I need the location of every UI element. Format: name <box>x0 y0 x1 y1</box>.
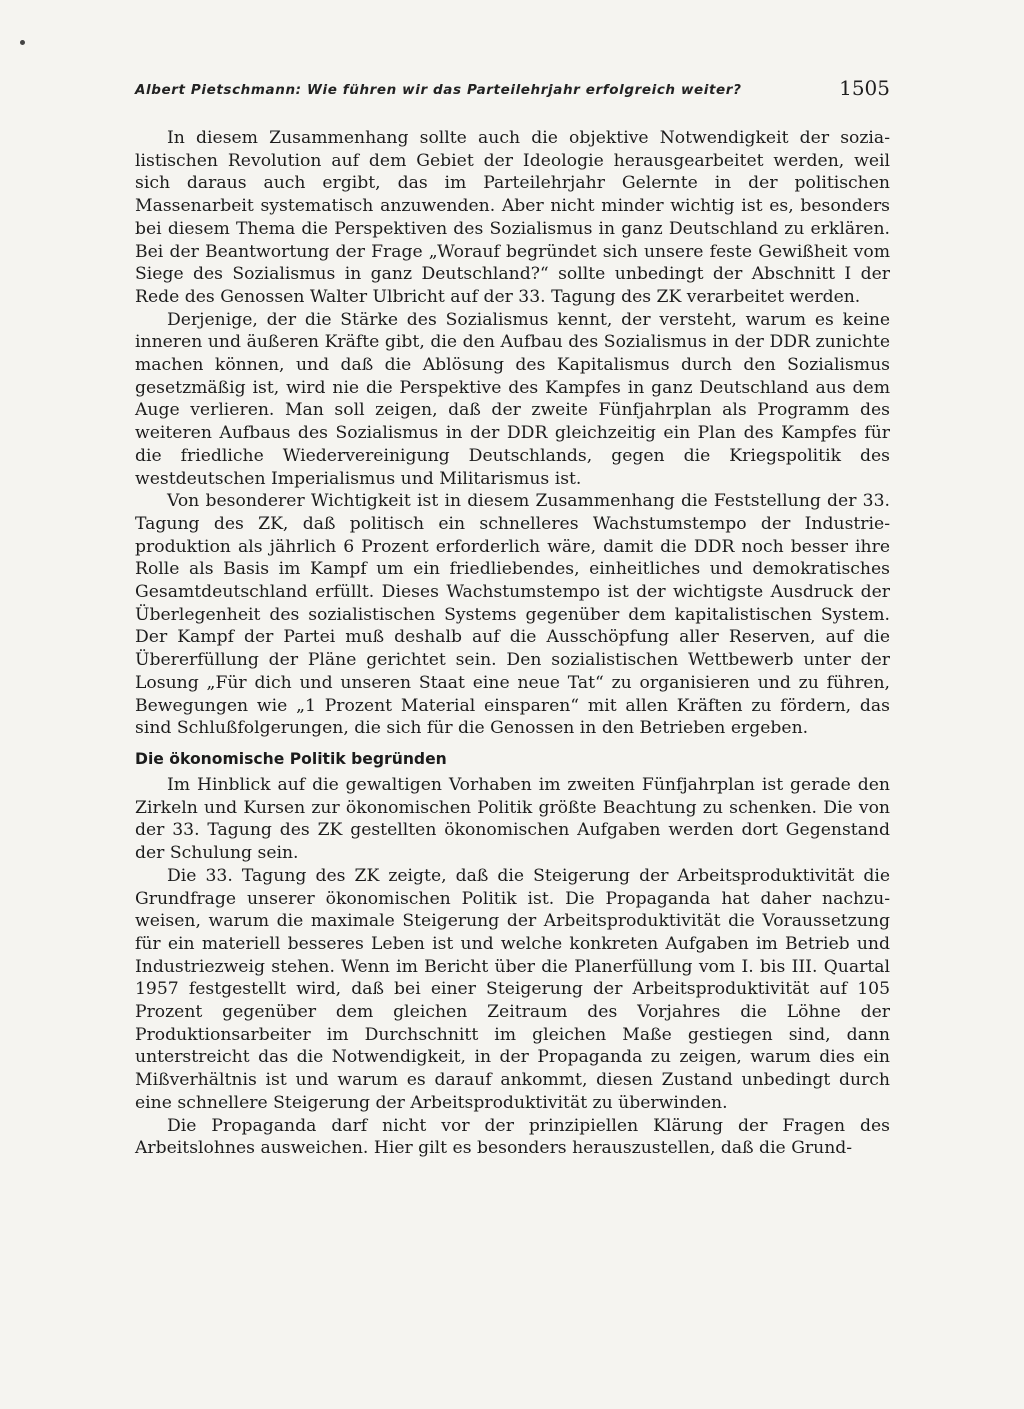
section-heading: Die ökonomische Politik begründen <box>135 749 447 768</box>
body-text <box>135 127 890 1160</box>
running-header <box>135 76 890 106</box>
page-number: 1505 <box>839 76 890 100</box>
paragraph: Derjenige, der die Stärke des Sozialismus kennt, der versteht, warum es keine inneren und äußeren Kräfte gibt, die den Aufbau des Sozialismus in der DDR zunichte machen können, und daß die Ablösung des Kapitalismus durch den Sozialismus gesetzmäßig ist, wird nie die Perspektive des Kampfes in ganz Deutschland aus dem Auge verlieren. Man soll zeigen, daß der zweite Fünfjahrplan als Programm des weiteren Aufbaus des Sozialismus in der DDR gleichzeitig ein Plan des Kampfes für die friedliche Wiedervereinigung Deutschlands, gegen die Kriegspolitik des westdeutschen Imperialismus und Militarismus ist. <box>135 309 890 489</box>
running-title: Albert Pietschmann: Wie führen wir das Parteilehrjahr erfolgreich weiter? <box>135 82 742 98</box>
paragraph: Die Propaganda darf nicht vor der prinzipiellen Klärung der Fragen des Arbeitslohnes ausweichen. Hier gilt es besonders herauszustellen, daß die Grund- <box>135 1115 890 1159</box>
paragraph: Im Hinblick auf die gewaltigen Vorhaben im zweiten Fünfjahrplan ist gerade den Zirkeln und Kursen zur ökonomischen Politik größte Beachtung zu schenken. Die von der 33. Tagung des ZK gestellten ökonomischen Aufgaben werden dort Gegenstand der Schulung sein. <box>135 774 890 864</box>
paragraph: In diesem Zusammenhang sollte auch die objektive Notwendigkeit der sozialistischen Revolution auf dem Gebiet der Ideologie herausgearbeitet werden, weil sich daraus auch ergibt, das im Parteilehrjahr Gelernte in der politischen Massenarbeit systematisch anzuwenden. Aber nicht minder wichtig ist es, besonders bei diesem Thema die Perspektiven des Sozialismus in ganz Deutschland zu erklären. Bei der Beantwortung der Frage „Worauf begründet sich unsere feste Gewißheit vom Siege des Sozialismus in ganz Deutschland?“ sollte unbedingt der Abschnitt I der Rede des Genossen Walter Ulbricht auf der 33. Tagung des ZK verarbeitet werden. <box>135 128 890 307</box>
scan-speck <box>20 40 25 45</box>
paragraph: Die 33. Tagung des ZK zeigte, daß die Steigerung der Arbeitsproduktivität die Grundfrage unserer ökonomischen Politik ist. Die Propaganda hat daher nachzuweisen, warum die maximale Steigerung der Arbeitsproduktivität die Voraussetzung für ein materiell besseres Leben ist und welche konkreten Aufgaben im Betrieb und Industriezweig stehen. Wenn im Bericht über die Planerfüllung vom I. bis III. Quartal 1957 festgestellt wird, daß bei einer Steigerung der Arbeitsproduktivität auf 105 Prozent gegenüber dem gleichen Zeitraum des Vorjahres die Löhne der Produktionsarbeiter im Durchschnitt im gleichen Maße gestiegen sind, dann unterstreicht das die Notwendigkeit, in der Propaganda zu zeigen, warum dies ein Mißverhältnis ist und warum es darauf ankommt, diesen Zustand unbedingt durch eine schnellere Steigerung der Arbeitsproduktivität zu überwinden. <box>135 865 890 1113</box>
paragraph: Von besonderer Wichtigkeit ist in diesem Zusammenhang die Feststellung der 33. Tagung des ZK, daß politisch ein schnelleres Wachstumstempo der Industrieproduktion als jährlich 6 Prozent erforderlich wäre, damit die DDR noch besser ihre Rolle als Basis im Kampf um ein friedliebendes, einheitliches und demokratisches Gesamtdeutschland erfüllt. Dieses Wachstumstempo ist der wichtigste Ausdruck der Überlegenheit des sozialistischen Systems gegenüber dem kapitalistischen System. Der Kampf der Partei muß deshalb auf die Ausschöpfung aller Reserven, auf die Übererfüllung der Pläne gerichtet sein. Den sozialistischen Wettbewerb unter der Losung „Für dich und unseren Staat eine neue Tat“ zu organisieren und zu führen, Bewegungen wie „1 Prozent Material einsparen“ mit allen Kräften zu fördern, das sind Schlußfolgerungen, die sich für die Genossen in den Betrieben ergeben. <box>135 491 890 739</box>
